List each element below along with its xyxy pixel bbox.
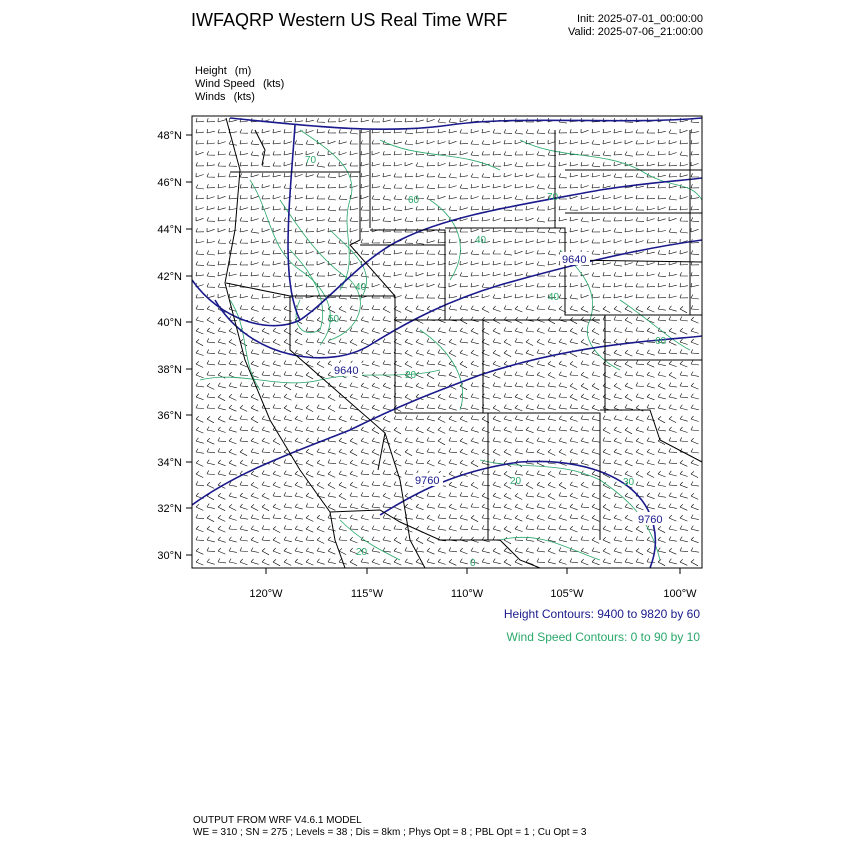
wind-contour-label: 50 <box>328 314 340 325</box>
variable-unit: (m) <box>234 65 252 77</box>
lat-label: 42°N <box>157 271 182 283</box>
lat-label: 32°N <box>157 503 182 515</box>
lon-label: 110°W <box>450 588 484 600</box>
height-contour-label: 9760 <box>415 475 440 487</box>
lat-label: 48°N <box>157 130 182 142</box>
lon-label: 115°W <box>350 588 384 600</box>
variable-unit: (kts) <box>262 78 285 90</box>
height-contour-label: 9640 <box>334 365 359 377</box>
longitude-axis <box>249 568 697 600</box>
model-info: OUTPUT FROM WRF V4.6.1 MODEL <box>193 815 362 826</box>
height-contour-label: 9760 <box>638 514 663 526</box>
lat-label: 46°N <box>157 177 182 189</box>
init-time: Init: 2025-07-01_00:00:00 <box>577 13 703 25</box>
lat-label: 30°N <box>157 550 182 562</box>
wind-contour-label: 0 <box>470 558 476 569</box>
lat-label: 34°N <box>157 457 182 469</box>
wind-contour-label: 60 <box>655 336 667 347</box>
wind-contour-label: 20 <box>356 547 368 558</box>
wind-contour-label: 30 <box>623 477 635 488</box>
lon-label: 100°W <box>663 588 697 600</box>
lat-label: 44°N <box>157 224 182 236</box>
model-config: WE = 310 ; SN = 275 ; Levels = 38 ; Dis = 8km ; Phys Opt = 8 ; PBL Opt = 1 ; Cu Opt = 3 <box>193 827 587 838</box>
wind-contour-label: 20 <box>510 476 522 487</box>
valid-time: Valid: 2025-07-06_21:00:00 <box>568 26 703 38</box>
wind-contour-label: 70 <box>305 155 317 166</box>
wind-contour-label: 40 <box>548 292 560 303</box>
wind-contour-label: 40 <box>355 282 367 293</box>
variable-unit: (kts) <box>233 91 255 103</box>
lat-label: 36°N <box>157 410 182 422</box>
wind-contour-label: 20 <box>405 370 417 381</box>
lon-label: 120°W <box>249 588 283 600</box>
wind-contour-label: 60 <box>408 195 420 206</box>
latitude-axis <box>157 130 192 562</box>
height-contour-label: 9640 <box>562 254 587 266</box>
variable-name: Wind Speed <box>195 78 255 90</box>
variable-name: Winds <box>195 91 226 103</box>
height-contour-legend: Height Contours: 9400 to 9820 by 60 <box>503 607 700 621</box>
wind-contour-label: 70 <box>547 192 559 203</box>
plot-title: IWFAQRP Western US Real Time WRF <box>191 10 508 30</box>
lat-label: 38°N <box>157 364 182 376</box>
wind-contour-legend: Wind Speed Contours: 0 to 90 by 10 <box>506 630 700 644</box>
lat-label: 40°N <box>157 317 182 329</box>
lon-label: 105°W <box>550 588 584 600</box>
wind-contour-label: 40 <box>475 235 487 246</box>
variable-name: Height <box>195 65 227 77</box>
